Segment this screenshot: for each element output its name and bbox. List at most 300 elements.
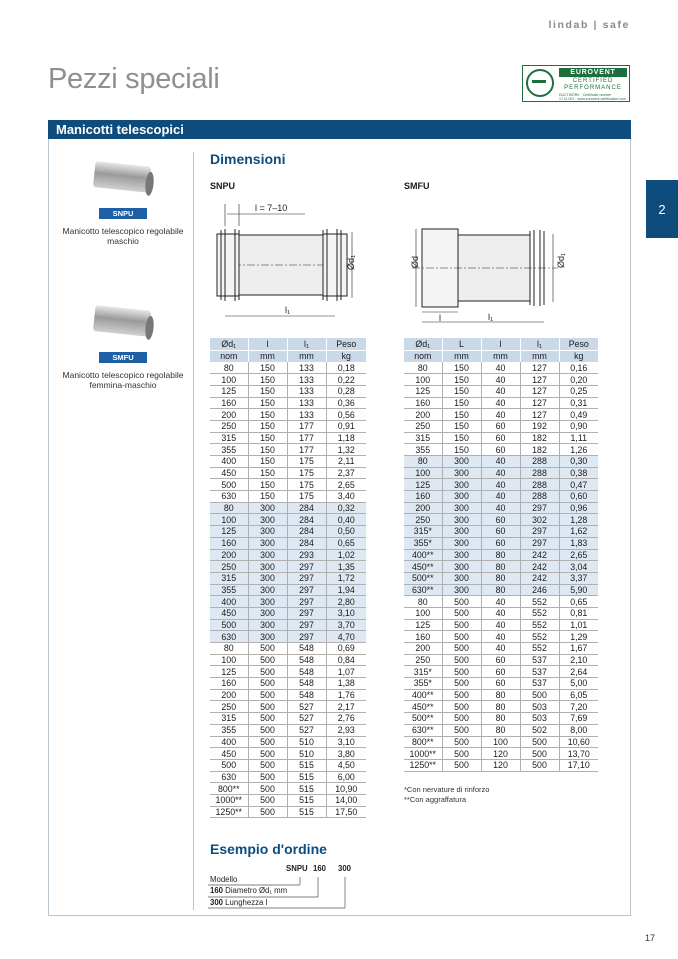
table-cell: 510: [287, 748, 326, 760]
table-cell: 450**: [404, 701, 442, 713]
table-cell: 80: [481, 584, 520, 596]
table-cell: 182: [520, 432, 559, 444]
table-cell: 0,18: [326, 362, 366, 374]
table-row: [210, 678, 366, 690]
table-cell: 355: [404, 444, 442, 456]
table-cell: 315: [210, 713, 248, 725]
table-cell: 355*: [404, 678, 442, 690]
table-cell: 1250**: [210, 806, 248, 818]
table-cell: 40: [481, 385, 520, 397]
table-cell: 40: [481, 607, 520, 619]
table-cell: 548: [287, 689, 326, 701]
table-cell: 300: [248, 537, 287, 549]
table-cell: 150: [442, 444, 481, 456]
table-cell: 160: [404, 491, 442, 503]
product-code-badge: SNPU: [99, 208, 147, 219]
table-cell: 80: [481, 549, 520, 561]
table-cell: 450**: [404, 561, 442, 573]
table-cell: 527: [287, 713, 326, 725]
table-cell: 250: [404, 514, 442, 526]
table-row: [404, 385, 598, 397]
table-cell: 500: [442, 724, 481, 736]
table-row: [404, 631, 598, 643]
table-cell: 500: [442, 643, 481, 655]
order-code-length: 300: [338, 864, 352, 873]
table-cell: 2,17: [326, 701, 366, 713]
eurovent-certification-logo: EUROVENT CERTIFIED PERFORMANCE DUCTWORK · Certificate number 17.11.001 · www.eurovent-certification.com: [522, 65, 630, 102]
table-row: [404, 491, 598, 503]
table-cell: 500: [248, 701, 287, 713]
table-cell: 548: [287, 654, 326, 666]
table-cell: 4,50: [326, 759, 366, 771]
table-cell: 0,47: [559, 479, 598, 491]
table-cell: 3,70: [326, 619, 366, 631]
table-cell: 288: [520, 479, 559, 491]
table-cell: 355: [210, 584, 248, 596]
table-cell: 500: [248, 736, 287, 748]
smfu-od-label: Ød: [410, 255, 420, 268]
table-row: [210, 748, 366, 760]
table-cell: 300: [248, 584, 287, 596]
table-cell: 515: [287, 783, 326, 795]
table-cell: 450: [210, 748, 248, 760]
snpu-technical-drawing: [205, 198, 360, 323]
table-cell: 300: [442, 572, 481, 584]
table-cell: 150: [248, 374, 287, 386]
table-row: [210, 584, 366, 596]
table-cell: 1000**: [404, 748, 442, 760]
table-cell: 133: [287, 374, 326, 386]
table-row: [404, 456, 598, 468]
table-cell: 552: [520, 619, 559, 631]
table-row: [210, 362, 366, 374]
table-row: [210, 724, 366, 736]
table-cell: 315*: [404, 526, 442, 538]
table-cell: 800**: [210, 783, 248, 795]
table-row: [404, 607, 598, 619]
table-cell: 500: [248, 724, 287, 736]
table-cell: 80: [481, 572, 520, 584]
table-cell: 1,02: [326, 549, 366, 561]
table-cell: 150: [248, 397, 287, 409]
table-cell: 40: [481, 362, 520, 374]
table-row: [210, 432, 366, 444]
table-row: [404, 374, 598, 386]
table-row: [210, 479, 366, 491]
table-cell: 515: [287, 794, 326, 806]
table-row: [210, 549, 366, 561]
table-row: [404, 502, 598, 514]
table-cell: 503: [520, 701, 559, 713]
table-cell: 1,38: [326, 678, 366, 690]
table-cell: 80: [210, 643, 248, 655]
table-row: [210, 619, 366, 631]
table-cell: 150: [442, 362, 481, 374]
table-row: [404, 724, 598, 736]
table-cell: 100: [210, 654, 248, 666]
table-cell: 6,00: [326, 771, 366, 783]
table-cell: 300: [442, 561, 481, 573]
table-cell: 13,70: [559, 748, 598, 760]
table-cell: 3,80: [326, 748, 366, 760]
table-cell: 3,10: [326, 607, 366, 619]
table-row: [210, 420, 366, 432]
table-cell: 160: [404, 397, 442, 409]
table-cell: 300: [248, 502, 287, 514]
table-cell: 250: [404, 654, 442, 666]
table-cell: 500: [210, 759, 248, 771]
smfu-product-image: [88, 302, 158, 342]
table-cell: 300: [442, 584, 481, 596]
table-row: [210, 794, 366, 806]
table-cell: 200: [404, 502, 442, 514]
table-cell: 630: [210, 631, 248, 643]
order-row-model: Modello: [210, 875, 238, 884]
page-title: Pezzi speciali: [48, 63, 220, 95]
order-code-model: SNPU: [286, 864, 308, 873]
table-cell: 500: [442, 631, 481, 643]
table-cell: 297: [287, 596, 326, 608]
table-cell: 0,50: [326, 526, 366, 538]
footnote-seam: **Con aggraffatura: [404, 795, 466, 804]
table-cell: 1,29: [559, 631, 598, 643]
chapter-tab[interactable]: 2: [646, 180, 678, 238]
table-row: [210, 771, 366, 783]
table-cell: 125: [404, 385, 442, 397]
table-cell: 120: [481, 748, 520, 760]
table-cell: 500: [248, 643, 287, 655]
table-cell: 537: [520, 678, 559, 690]
table-cell: 515: [287, 771, 326, 783]
table-row: [404, 701, 598, 713]
table-row: [210, 666, 366, 678]
table-cell: 0,60: [559, 491, 598, 503]
table-row: [210, 385, 366, 397]
table-cell: 500: [442, 596, 481, 608]
table-cell: 0,56: [326, 409, 366, 421]
table-row: [210, 537, 366, 549]
table-cell: 548: [287, 666, 326, 678]
table-cell: 450: [210, 467, 248, 479]
table-cell: 3,04: [559, 561, 598, 573]
table-cell: 500: [520, 759, 559, 771]
table-units-row: nom mm mm mm kg: [404, 350, 598, 362]
table-cell: 0,81: [559, 607, 598, 619]
table-cell: 120: [481, 759, 520, 771]
table-cell: 0,16: [559, 362, 598, 374]
table-cell: 500: [248, 771, 287, 783]
table-cell: 127: [520, 374, 559, 386]
table-row: [210, 502, 366, 514]
table-row: [210, 783, 366, 795]
table-row: [210, 631, 366, 643]
table-cell: 297: [287, 631, 326, 643]
table-cell: 125: [210, 526, 248, 538]
table-row: [210, 596, 366, 608]
table-cell: 502: [520, 724, 559, 736]
table-cell: 40: [481, 619, 520, 631]
table-cell: 0,69: [326, 643, 366, 655]
table-cell: 60: [481, 420, 520, 432]
table-cell: 1,72: [326, 572, 366, 584]
table-cell: 552: [520, 596, 559, 608]
table-row: [210, 689, 366, 701]
table-row: [404, 479, 598, 491]
table-cell: 100: [404, 607, 442, 619]
table-cell: 500: [442, 654, 481, 666]
table-cell: 125: [404, 619, 442, 631]
table-row: [404, 759, 598, 771]
table-cell: 500: [442, 713, 481, 725]
table-row: [404, 514, 598, 526]
table-cell: 133: [287, 397, 326, 409]
table-cell: 297: [520, 502, 559, 514]
table-cell: 355: [210, 444, 248, 456]
table-cell: 242: [520, 572, 559, 584]
table-cell: 0,25: [559, 385, 598, 397]
table-cell: 1,01: [559, 619, 598, 631]
table-row: [210, 409, 366, 421]
order-code-diameter: 160: [313, 864, 327, 873]
table-cell: 0,32: [326, 502, 366, 514]
table-cell: 500: [520, 689, 559, 701]
table-row: [404, 748, 598, 760]
table-row: [210, 514, 366, 526]
table-cell: 100: [210, 374, 248, 386]
table-cell: 1,28: [559, 514, 598, 526]
table-cell: 284: [287, 502, 326, 514]
table-cell: 80: [481, 724, 520, 736]
table-cell: 297: [520, 537, 559, 549]
table-cell: 40: [481, 643, 520, 655]
table-cell: 500: [442, 748, 481, 760]
table-cell: 500: [248, 759, 287, 771]
table-cell: 100: [210, 514, 248, 526]
table-cell: 127: [520, 385, 559, 397]
table-cell: 177: [287, 420, 326, 432]
table-cell: 552: [520, 643, 559, 655]
table-cell: 2,80: [326, 596, 366, 608]
table-cell: 125: [210, 385, 248, 397]
table-cell: 500: [210, 619, 248, 631]
table-cell: 297: [287, 561, 326, 573]
table-cell: 2,93: [326, 724, 366, 736]
table-cell: 242: [520, 549, 559, 561]
table-cell: 10,60: [559, 736, 598, 748]
table-cell: 0,38: [559, 467, 598, 479]
table-cell: 250: [210, 561, 248, 573]
table-row: [404, 549, 598, 561]
snpu-dimensions-table: [210, 338, 366, 818]
table-cell: 284: [287, 514, 326, 526]
table-cell: 1,11: [559, 432, 598, 444]
table-cell: 17,10: [559, 759, 598, 771]
table-cell: 297: [287, 572, 326, 584]
table-cell: 177: [287, 444, 326, 456]
table-cell: 133: [287, 385, 326, 397]
table-row: [404, 526, 598, 538]
table-cell: 630: [210, 771, 248, 783]
table-cell: 14,00: [326, 794, 366, 806]
table-header-row: Ød₁ l l₁ Peso: [210, 338, 366, 350]
order-example-heading: Esempio d'ordine: [210, 841, 327, 857]
table-cell: 17,50: [326, 806, 366, 818]
table-cell: 500: [248, 713, 287, 725]
table-cell: 60: [481, 432, 520, 444]
table-cell: 175: [287, 467, 326, 479]
table-row: [404, 467, 598, 479]
table-cell: 150: [248, 362, 287, 374]
table-row: [404, 584, 598, 596]
table-cell: 500: [210, 479, 248, 491]
footnote-reinforcement: *Con nervature di rinforzo: [404, 785, 490, 794]
table-cell: 4,70: [326, 631, 366, 643]
table-cell: 1000**: [210, 794, 248, 806]
table-cell: 80: [481, 561, 520, 573]
table-row: [404, 432, 598, 444]
table-row: [404, 689, 598, 701]
table-cell: 500: [442, 619, 481, 631]
table-row: [404, 596, 598, 608]
table-cell: 150: [248, 420, 287, 432]
table-cell: 150: [248, 409, 287, 421]
table-cell: 150: [442, 374, 481, 386]
table-cell: 40: [481, 596, 520, 608]
table-cell: 60: [481, 444, 520, 456]
table-cell: 302: [520, 514, 559, 526]
table-cell: 127: [520, 409, 559, 421]
table-cell: 200: [210, 549, 248, 561]
snpu-od1-label: Ød₁: [346, 254, 356, 270]
snpu-l-note: l = 7–10: [255, 203, 288, 213]
table-row: [404, 409, 598, 421]
table-cell: 80: [404, 362, 442, 374]
table-row: [404, 736, 598, 748]
table-cell: 450: [210, 607, 248, 619]
table-cell: 127: [520, 362, 559, 374]
table-cell: 300: [442, 456, 481, 468]
table-cell: 500: [442, 701, 481, 713]
table-cell: 552: [520, 631, 559, 643]
table-cell: 150: [248, 467, 287, 479]
table-cell: 2,65: [326, 479, 366, 491]
table-cell: 284: [287, 537, 326, 549]
table-cell: 10,90: [326, 783, 366, 795]
table-cell: 500: [248, 783, 287, 795]
page-number: 17: [645, 933, 656, 943]
table-cell: 80: [210, 362, 248, 374]
table-cell: 284: [287, 526, 326, 538]
table-header-row: Ød₁ L l l₁ Peso: [404, 338, 598, 350]
snpu-label: SNPU: [210, 181, 236, 191]
table-cell: 500: [248, 806, 287, 818]
table-cell: 500: [442, 678, 481, 690]
table-row: [210, 654, 366, 666]
table-cell: 150: [248, 456, 287, 468]
table-cell: 0,84: [326, 654, 366, 666]
table-cell: 0,65: [326, 537, 366, 549]
table-cell: 500: [442, 689, 481, 701]
table-cell: 3,37: [559, 572, 598, 584]
table-row: [210, 374, 366, 386]
table-cell: 60: [481, 678, 520, 690]
table-cell: 80: [404, 456, 442, 468]
table-cell: 160: [210, 537, 248, 549]
table-cell: 160: [210, 678, 248, 690]
table-cell: 300: [248, 526, 287, 538]
table-row: [210, 736, 366, 748]
table-cell: 150: [442, 432, 481, 444]
table-cell: 1,18: [326, 432, 366, 444]
table-cell: 500**: [404, 713, 442, 725]
table-cell: 300: [248, 631, 287, 643]
table-cell: 150: [248, 385, 287, 397]
column-divider: [193, 152, 194, 910]
table-cell: 80: [481, 713, 520, 725]
table-cell: 300: [442, 549, 481, 561]
smfu-technical-drawing: [398, 222, 566, 325]
table-cell: 400: [210, 456, 248, 468]
table-row: [404, 643, 598, 655]
table-cell: 300: [442, 526, 481, 538]
table-cell: 2,76: [326, 713, 366, 725]
table-cell: 0,36: [326, 397, 366, 409]
table-cell: 1,32: [326, 444, 366, 456]
table-cell: 80: [404, 596, 442, 608]
order-row-length: 300 Lunghezza l: [210, 898, 268, 907]
table-cell: 300: [248, 561, 287, 573]
table-cell: 500: [248, 689, 287, 701]
table-cell: 0,22: [326, 374, 366, 386]
dimensions-heading: Dimensioni: [210, 151, 286, 167]
smfu-label: SMFU: [404, 181, 430, 191]
table-cell: 60: [481, 666, 520, 678]
table-row: [404, 561, 598, 573]
table-cell: 3,10: [326, 736, 366, 748]
table-cell: 300: [442, 491, 481, 503]
table-cell: 175: [287, 456, 326, 468]
table-cell: 300: [248, 596, 287, 608]
table-units-row: nom mm mm kg: [210, 350, 366, 362]
table-cell: 527: [287, 701, 326, 713]
table-cell: 100: [404, 467, 442, 479]
table-cell: 40: [481, 491, 520, 503]
smfu-dimensions-table: [404, 338, 598, 772]
table-row: [210, 397, 366, 409]
table-cell: 355: [210, 724, 248, 736]
table-cell: 537: [520, 654, 559, 666]
table-cell: 133: [287, 362, 326, 374]
table-row: [210, 444, 366, 456]
table-cell: 1,83: [559, 537, 598, 549]
table-row: [404, 666, 598, 678]
table-cell: 1,94: [326, 584, 366, 596]
table-cell: 40: [481, 374, 520, 386]
table-cell: 500: [248, 794, 287, 806]
table-cell: 250: [404, 420, 442, 432]
table-cell: 630**: [404, 584, 442, 596]
table-cell: 300: [442, 467, 481, 479]
table-cell: 182: [520, 444, 559, 456]
table-cell: 315: [210, 432, 248, 444]
table-cell: 250: [210, 420, 248, 432]
table-cell: 0,20: [559, 374, 598, 386]
table-cell: 500: [248, 678, 287, 690]
table-row: [210, 806, 366, 818]
table-cell: 297: [287, 607, 326, 619]
table-cell: 60: [481, 654, 520, 666]
table-cell: 40: [481, 397, 520, 409]
